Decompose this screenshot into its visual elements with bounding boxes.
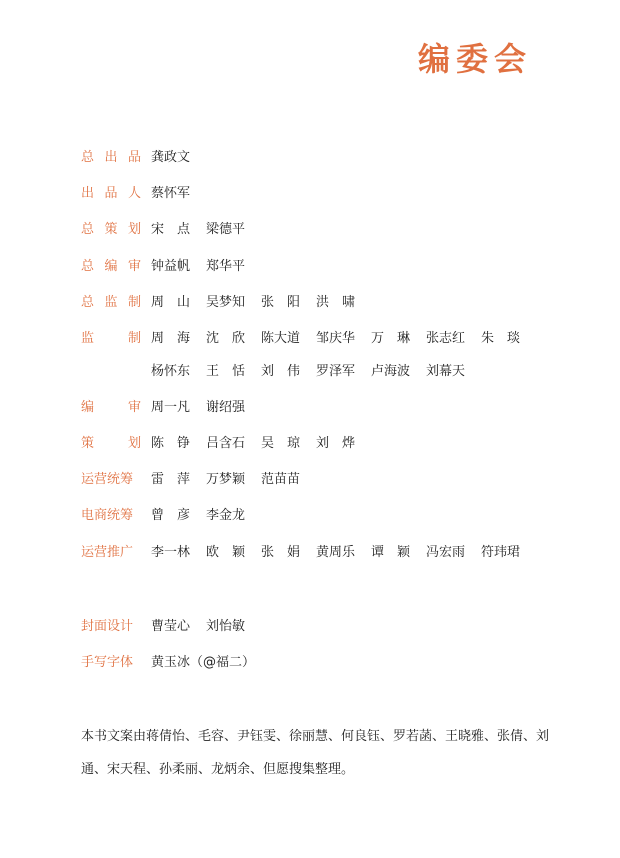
credit-name: 曾 彦 (151, 508, 191, 523)
credit-name: 朱 琰 (481, 331, 521, 346)
credit-name: 曹莹心 (151, 619, 191, 634)
credit-name: 黄周乐 (316, 545, 356, 560)
credit-name: 王 恬 (206, 364, 246, 379)
credit-role: 总 出 品 (81, 150, 141, 165)
credit-name: 张志红 (426, 331, 466, 346)
credit-role: 监 制 (81, 331, 141, 346)
credit-name: 范苗苗 (261, 472, 301, 487)
credit-name: 刘 伟 (261, 364, 301, 379)
credit-role: 手 写 字 体 (81, 655, 134, 670)
credit-name: 欧 颖 (206, 545, 246, 560)
credit-name: 周 海 (151, 331, 191, 346)
credit-name: 李金龙 (206, 508, 246, 523)
credit-name: 梁德平 (206, 222, 246, 237)
credit-role: 总 策 划 (81, 222, 141, 237)
credit-name: 吴 琼 (261, 436, 301, 451)
credit-name: 周一凡 (151, 400, 191, 415)
credit-role: 出 品 人 (81, 186, 141, 201)
credit-role: 运 营 推 广 (81, 545, 134, 560)
credit-name: 陈 铮 (151, 436, 191, 451)
credit-name: 沈 欣 (206, 331, 246, 346)
credit-name: 卢海波 (371, 364, 411, 379)
credit-role: 电 商 统 筹 (81, 508, 134, 523)
credit-role: 封 面 设 计 (81, 619, 134, 634)
credit-name: 吕含石 (206, 436, 246, 451)
credit-name: 雷 萍 (151, 472, 191, 487)
credit-role: 总 编 审 (81, 259, 141, 274)
credit-name: 刘 烨 (316, 436, 356, 451)
compilation-note: 本书文案由蒋倩怡、毛容、尹钰雯、徐丽慧、何良钰、罗若菡、王晓雅、张倩、刘通、宋天程、孙柔丽、龙炳余、但愿搜集整理。 (81, 729, 550, 777)
credit-name: 洪 啸 (316, 295, 356, 310)
credit-name: 蔡怀军 (151, 186, 191, 201)
credit-role: 运 营 统 筹 (81, 472, 134, 487)
credit-name: 罗泽军 (316, 364, 356, 379)
credit-name: 陈大道 (261, 331, 301, 346)
credit-name: 冯宏雨 (426, 545, 466, 560)
credit-name: 郑华平 (206, 259, 246, 274)
credit-role: 策 划 (81, 436, 141, 451)
credit-name: 刘怡敏 (206, 619, 246, 634)
credit-name: 谭 颖 (371, 545, 411, 560)
credit-name: 谢绍强 (206, 400, 246, 415)
credit-name: 万 琳 (371, 331, 411, 346)
credit-name: 周 山 (151, 295, 191, 310)
credit-name: 黄玉冰（@福二） (151, 655, 256, 670)
credit-name: 符玮珺 (481, 545, 521, 560)
credit-role: 总 监 制 (81, 295, 141, 310)
credit-name: 杨怀东 (151, 364, 191, 379)
credit-name: 张 娟 (261, 545, 301, 560)
credit-name: 钟益帆 (151, 259, 191, 274)
credit-name: 邹庆华 (316, 331, 356, 346)
credit-name: 吴梦知 (206, 295, 246, 310)
credit-name: 张 阳 (261, 295, 301, 310)
credit-name: 宋 点 (151, 222, 191, 237)
credit-name: 李一林 (151, 545, 191, 560)
page-title: 编委会 (418, 40, 533, 78)
credit-name: 万梦颖 (206, 472, 246, 487)
credit-name: 龚政文 (151, 150, 191, 165)
credit-role: 编 审 (81, 400, 141, 415)
credit-name: 刘幕天 (426, 364, 466, 379)
